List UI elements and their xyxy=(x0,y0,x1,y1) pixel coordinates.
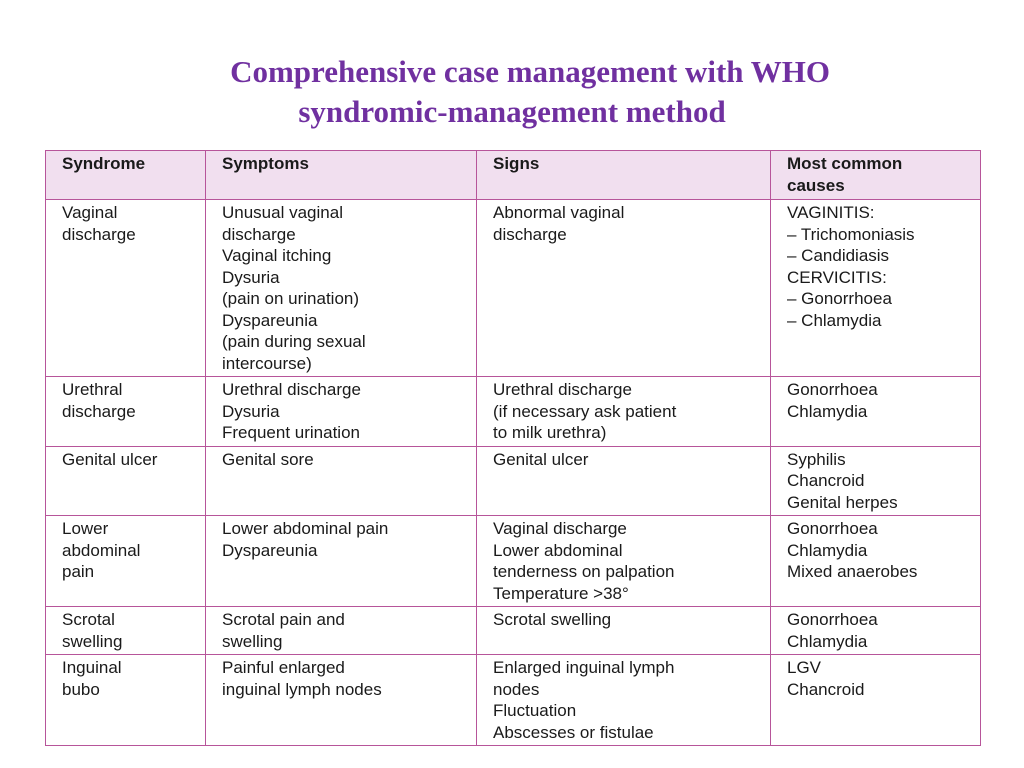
cell-symptoms xyxy=(206,655,477,746)
header-signs: Signs xyxy=(477,151,771,200)
cell-causes-line: Chlamydia xyxy=(787,540,868,560)
cell-causes-line: Syphilis xyxy=(787,449,846,469)
slide-title-line-2: syndromic-management method xyxy=(298,94,726,129)
cell-signs-line: Abnormal vaginal xyxy=(493,203,625,222)
header-symptoms: Symptoms xyxy=(206,151,477,200)
cell-signs-line: (if necessary ask patient xyxy=(493,401,677,421)
cell-symptoms-line: Dysuria xyxy=(222,267,280,287)
cell-signs xyxy=(477,516,771,607)
cell-signs-line: nodes xyxy=(493,679,540,699)
cell-symptoms-line: discharge xyxy=(222,224,296,244)
cell-syndrome-line: discharge xyxy=(62,401,136,421)
cell-signs xyxy=(477,446,771,516)
cell-symptoms-line: Genital sore xyxy=(222,449,314,469)
cell-syndrome-line: abdominal xyxy=(62,540,141,560)
cell-symptoms-line: Lower abdominal pain xyxy=(222,519,389,538)
cell-symptoms-line: Painful enlarged xyxy=(222,658,345,677)
cell-syndrome xyxy=(46,516,206,607)
cell-syndrome-line: Genital ulcer xyxy=(62,449,158,469)
cell-syndrome xyxy=(46,446,206,516)
slide-title xyxy=(0,52,1024,132)
cell-symptoms-line: Dyspareunia xyxy=(222,310,318,330)
cell-signs-line: Genital ulcer xyxy=(493,449,589,469)
cell-signs-line: Lower abdominal xyxy=(493,540,623,560)
cell-causes-line: VAGINITIS: xyxy=(787,203,875,222)
cell-causes-line: Chancroid xyxy=(787,471,865,490)
cell-symptoms-line: (pain on urination) xyxy=(222,289,360,308)
cell-symptoms xyxy=(206,607,477,655)
cell-symptoms-line: swelling xyxy=(222,631,283,651)
cell-symptoms-line: (pain during sexual xyxy=(222,332,366,351)
cell-syndrome-line: bubo xyxy=(62,679,100,699)
cell-signs-line: Abscesses or fistulae xyxy=(493,722,654,742)
cell-causes xyxy=(771,655,981,746)
cell-symptoms-line: Vaginal itching xyxy=(222,246,332,265)
cell-causes xyxy=(771,607,981,655)
table-row xyxy=(46,200,981,377)
cell-symptoms-line: inguinal lymph nodes xyxy=(222,679,382,699)
cell-signs-line: Enlarged inguinal lymph xyxy=(493,658,675,677)
cell-syndrome-line: Inguinal xyxy=(62,658,122,677)
cell-syndrome xyxy=(46,200,206,377)
cell-signs xyxy=(477,607,771,655)
cell-symptoms-line: Frequent urination xyxy=(222,423,360,442)
table-row xyxy=(46,655,981,746)
cell-signs-line: to milk urethra) xyxy=(493,423,607,442)
table-body xyxy=(46,200,981,746)
table-row xyxy=(46,446,981,516)
cell-signs-line: discharge xyxy=(493,224,567,244)
syndromic-management-table xyxy=(45,150,981,746)
cell-symptoms-line: Dyspareunia xyxy=(222,540,318,560)
cell-symptoms-line: Unusual vaginal xyxy=(222,203,343,222)
cell-symptoms-line: Scrotal pain and xyxy=(222,610,345,629)
cell-signs-line: Scrotal swelling xyxy=(493,610,612,629)
cell-causes-line: Chlamydia xyxy=(787,401,868,421)
cell-causes-line: – Chlamydia xyxy=(787,310,882,330)
cell-signs-line: tenderness on palpation xyxy=(493,562,675,581)
cell-syndrome-line: pain xyxy=(62,562,95,581)
cell-syndrome-line: Urethral xyxy=(62,380,123,399)
cell-signs-line: Temperature >38° xyxy=(493,583,629,603)
cell-causes-line: Genital herpes xyxy=(787,492,898,512)
header-most-common-causes: Most common causes xyxy=(771,151,981,200)
table-row xyxy=(46,377,981,447)
cell-symptoms-line: Urethral discharge xyxy=(222,380,361,399)
table-row xyxy=(46,607,981,655)
cell-syndrome xyxy=(46,655,206,746)
cell-symptoms-line: intercourse) xyxy=(222,353,312,373)
cell-syndrome-line: Vaginal xyxy=(62,203,118,222)
cell-causes xyxy=(771,377,981,447)
cell-causes xyxy=(771,516,981,607)
cell-causes-line: – Trichomoniasis xyxy=(787,224,915,244)
table-header-row xyxy=(46,151,981,200)
cell-causes-line: CERVICITIS: xyxy=(787,267,887,287)
header-syndrome: Syndrome xyxy=(46,151,206,200)
cell-signs xyxy=(477,200,771,377)
cell-symptoms xyxy=(206,446,477,516)
cell-signs xyxy=(477,377,771,447)
cell-syndrome-line: Scrotal xyxy=(62,610,115,629)
cell-causes-line: Chancroid xyxy=(787,679,865,699)
cell-symptoms xyxy=(206,200,477,377)
cell-syndrome-line: swelling xyxy=(62,631,123,651)
cell-causes-line: – Gonorrhoea xyxy=(787,289,892,308)
cell-signs-line: Urethral discharge xyxy=(493,380,632,399)
cell-symptoms xyxy=(206,377,477,447)
cell-causes-line: Gonorrhoea xyxy=(787,519,878,538)
cell-causes-line: LGV xyxy=(787,658,822,677)
slide-title-line-1: Comprehensive case management with WHO xyxy=(230,54,830,89)
cell-causes-line: – Candidiasis xyxy=(787,246,890,265)
cell-causes-line: Mixed anaerobes xyxy=(787,562,918,581)
cell-causes-line: Gonorrhoea xyxy=(787,610,878,629)
cell-syndrome xyxy=(46,377,206,447)
cell-symptoms xyxy=(206,516,477,607)
cell-symptoms-line: Dysuria xyxy=(222,401,280,421)
cell-causes-line: Gonorrhoea xyxy=(787,380,878,399)
cell-causes xyxy=(771,446,981,516)
cell-syndrome-line: discharge xyxy=(62,224,136,244)
cell-causes-line: Chlamydia xyxy=(787,631,868,651)
cell-signs xyxy=(477,655,771,746)
cell-syndrome-line: Lower xyxy=(62,519,109,538)
cell-syndrome xyxy=(46,607,206,655)
cell-signs-line: Fluctuation xyxy=(493,701,577,720)
cell-signs-line: Vaginal discharge xyxy=(493,519,627,538)
cell-causes xyxy=(771,200,981,377)
table-row xyxy=(46,516,981,607)
